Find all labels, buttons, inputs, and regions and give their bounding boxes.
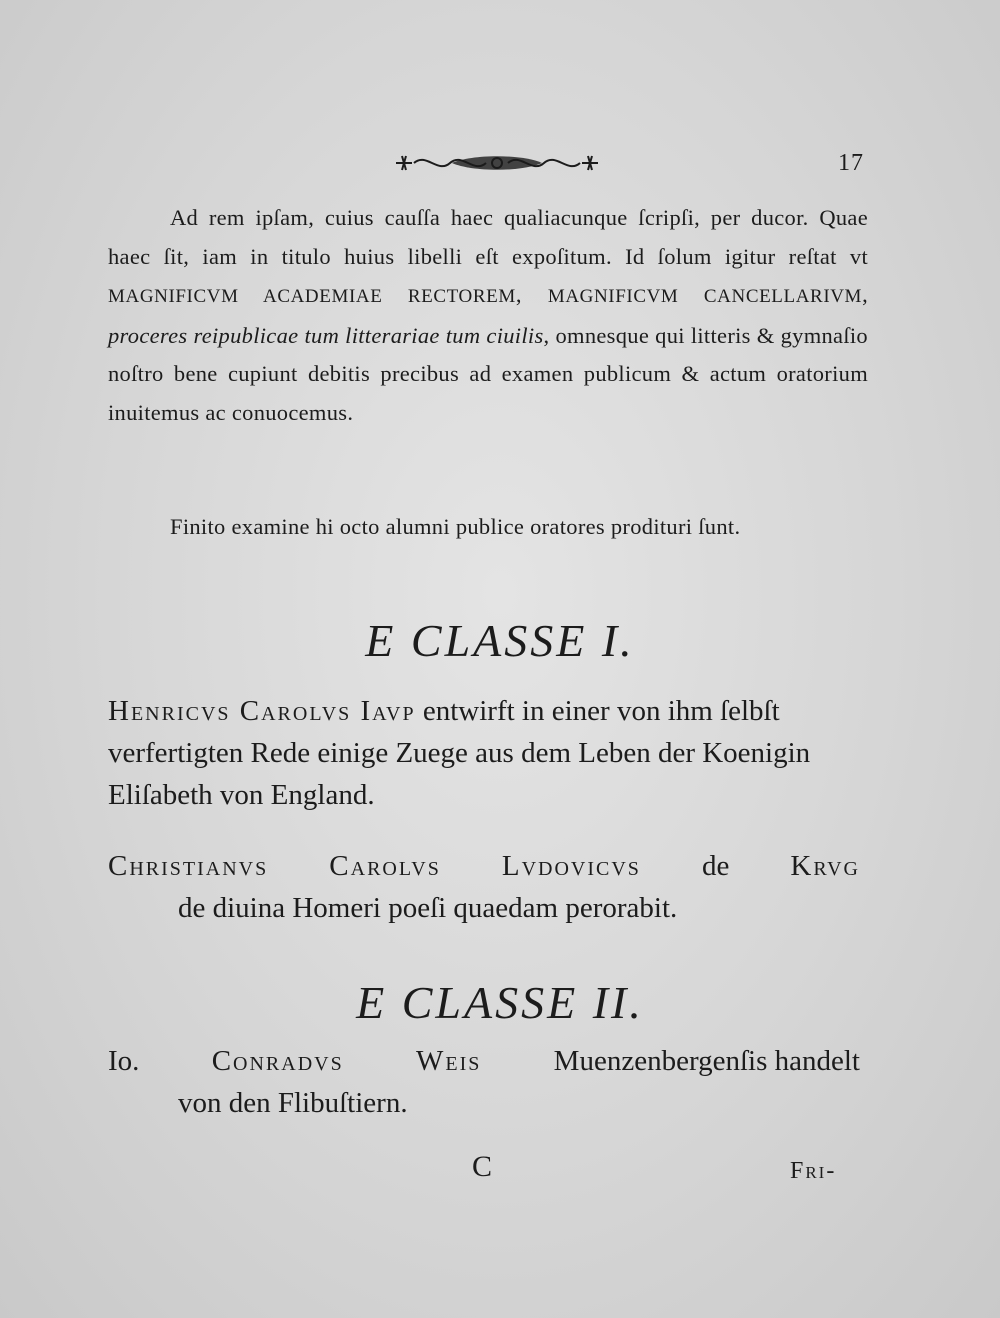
- ornament-icon: [392, 150, 602, 176]
- orator-name: Carolvs: [329, 850, 441, 882]
- orator-entry: [108, 690, 860, 816]
- rector-title: MAGNIFICVM ACADEMIAE RECTOREM: [108, 286, 516, 307]
- entry-name-row: [108, 845, 860, 887]
- orator-entry: [108, 1040, 860, 1124]
- paragraph-invitation: [108, 199, 868, 432]
- orator-name: Krvg: [790, 850, 860, 882]
- entry-text: entwirft in einer von ihm ſelbſt verfertigten Rede einige Zuege aus dem Leben der Koenigin Eliſabeth von England.: [108, 695, 811, 811]
- orator-name: Henricvs Carolvs Iavp: [108, 695, 416, 727]
- catchword: Fri-: [790, 1158, 837, 1184]
- entry-name-row: [108, 1040, 860, 1082]
- section-heading-classe-2: E CLASSE II.: [356, 977, 644, 1028]
- orator-name: Weis: [416, 1045, 482, 1077]
- particle: de: [701, 850, 730, 882]
- entry-text: de diuina Homeri poeſi quaedam perorabit.: [178, 892, 678, 924]
- entry-text: von den Flibuſtiern.: [178, 1087, 408, 1119]
- section-heading-classe-1: E CLASSE I.: [365, 615, 635, 666]
- comma: ,: [862, 282, 868, 307]
- orator-name: Lvdovicvs: [501, 850, 641, 882]
- orator-prefix: Io.: [108, 1045, 140, 1077]
- orator-entry: [108, 845, 860, 929]
- paragraph-text: Finito examine hi octo alumni publice oratores prodituri ſunt.: [170, 514, 741, 539]
- chancellor-title: MAGNIFICVM CANCELLARIVM: [547, 286, 863, 307]
- entry-text: Muenzenbergenſis handelt: [553, 1045, 860, 1077]
- orator-name: Christianvs: [108, 850, 269, 882]
- italic-phrase: proceres reipublicae tum litterariae tum ciuilis: [108, 322, 544, 348]
- paragraph-text: Ad rem ipſam, cuius cauſſa haec qualiacunque ſcripſi, per ducor. Quae haec ſit, iam in titulo huius libelli eſt expoſitum. Id ſolum igitur reſtat vt: [108, 205, 868, 269]
- paragraph-orators: [108, 508, 868, 547]
- comma: ,: [515, 282, 548, 307]
- orator-name: Conradvs: [211, 1045, 344, 1077]
- signature-mark: C: [472, 1150, 493, 1183]
- paragraph-text: , omnesque qui litteris & gymnaſio noſtro bene cupiunt debitis precibus ad examen publicum & actum oratorium inuitemus ac conuocemus.: [108, 322, 868, 425]
- page-number: 17: [838, 150, 864, 176]
